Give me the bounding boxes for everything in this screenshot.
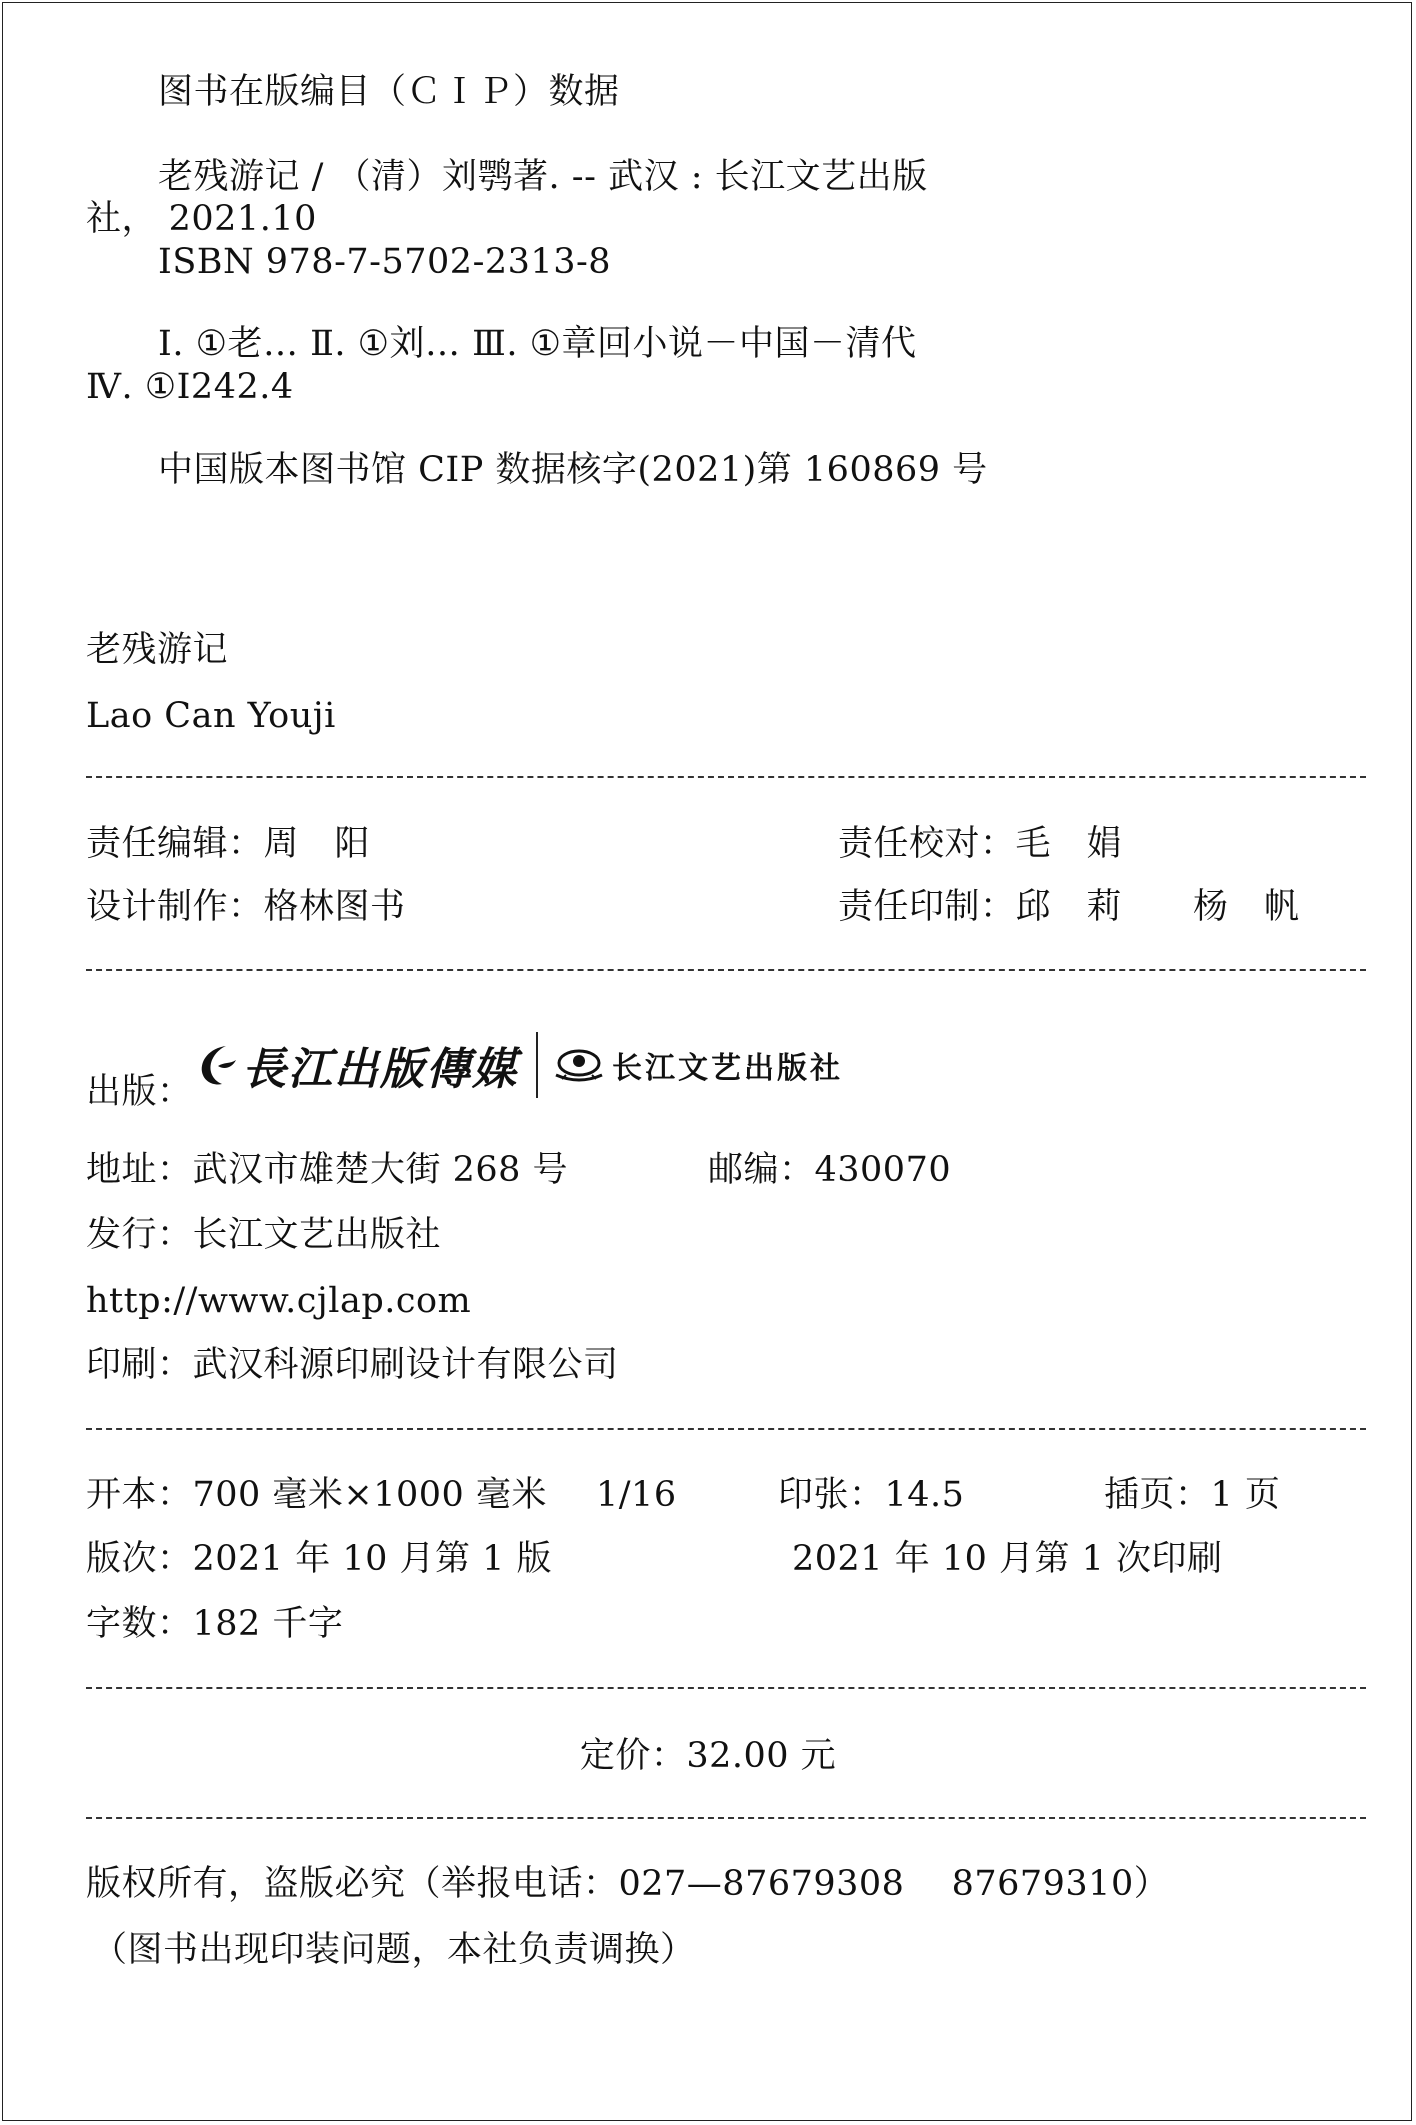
insert-pages: 插页：1 页 bbox=[1104, 1475, 1281, 1515]
crescent-wave-icon bbox=[196, 1042, 242, 1088]
copyright-notice: 版权所有，盗版必究（举报电话：027—87679308 87679310） bbox=[86, 1864, 1170, 1904]
book-format-fraction: 1/16 bbox=[596, 1475, 677, 1515]
publisher-label: 出版： bbox=[86, 1072, 193, 1112]
design-production: 设计制作：格林图书 bbox=[86, 887, 406, 927]
changjiang-media-logo bbox=[196, 1033, 518, 1097]
divider bbox=[86, 1428, 1366, 1430]
logo-group-text: 長江出版傳媒 bbox=[242, 1044, 518, 1095]
cip-isbn: ISBN 978-7-5702-2313-8 bbox=[158, 242, 612, 282]
publisher-address: 地址：武汉市雄楚大街 268 号 bbox=[86, 1150, 569, 1190]
cip-heading: 图书在版编目（ＣＩＰ）数据 bbox=[158, 72, 620, 112]
publisher-logos bbox=[196, 1030, 843, 1100]
cip-verification: 中国版本图书馆 CIP 数据核字(2021)第 160869 号 bbox=[158, 450, 988, 490]
cip-classification-line1: Ⅰ. ①老… Ⅱ. ①刘… Ⅲ. ①章回小说－中国－清代 bbox=[158, 324, 917, 364]
distributor: 发行：长江文艺出版社 bbox=[86, 1215, 442, 1255]
logo-separator bbox=[536, 1032, 538, 1098]
press-emblem-icon bbox=[552, 1045, 606, 1085]
divider bbox=[86, 1817, 1366, 1819]
divider bbox=[86, 969, 1366, 971]
cip-entry-line2: 社， 2021.10 bbox=[86, 199, 317, 239]
replacement-notice: （图书出现印装问题，本社负责调换） bbox=[92, 1930, 696, 1970]
printed-sheets: 印张：14.5 bbox=[778, 1475, 965, 1515]
divider bbox=[86, 1687, 1366, 1689]
edition: 版次：2021 年 10 月第 1 版 bbox=[86, 1539, 553, 1579]
divider bbox=[86, 776, 1366, 778]
printer: 印刷：武汉科源印刷设计有限公司 bbox=[86, 1345, 619, 1385]
cip-entry-line1: 老残游记 / （清）刘鹗著. -- 武汉 : 长江文艺出版 bbox=[158, 157, 928, 197]
responsible-proofreader: 责任校对：毛 娟 bbox=[838, 824, 1123, 864]
press-logo bbox=[552, 1043, 843, 1087]
cip-classification-line2: Ⅳ. ①I242.4 bbox=[86, 367, 294, 407]
publisher-postcode: 邮编：430070 bbox=[708, 1150, 952, 1190]
printing-supervisor: 责任印制：邱 莉 杨 帆 bbox=[838, 887, 1300, 927]
word-count: 字数：182 千字 bbox=[86, 1604, 344, 1644]
responsible-editor: 责任编辑：周 阳 bbox=[86, 824, 371, 864]
price: 定价：32.00 元 bbox=[579, 1736, 837, 1776]
book-format: 开本：700 毫米×1000 毫米 bbox=[86, 1475, 547, 1515]
book-title: 老残游记 bbox=[86, 630, 229, 670]
print-run: 2021 年 10 月第 1 次印刷 bbox=[792, 1539, 1223, 1579]
book-title-pinyin: Lao Can Youji bbox=[86, 696, 336, 736]
logo-press-text: 长江文艺出版社 bbox=[612, 1051, 843, 1086]
publisher-website: http://www.cjlap.com bbox=[86, 1281, 472, 1321]
